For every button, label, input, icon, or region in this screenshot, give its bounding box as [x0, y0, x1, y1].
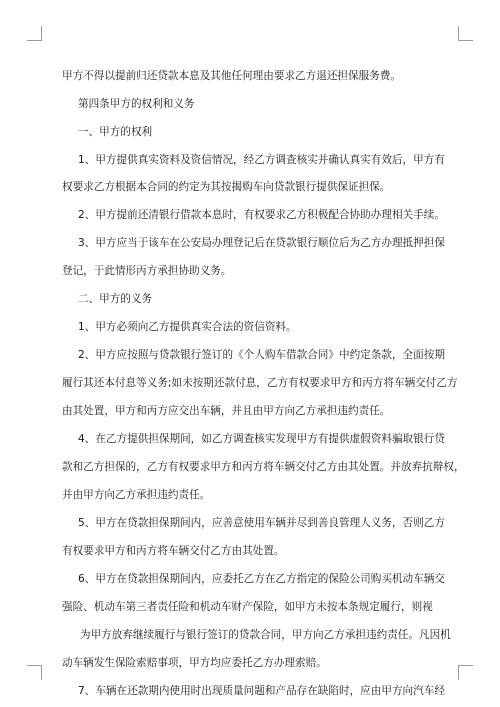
text-line: 1、甲方必须向乙方提供真实合法的资信资料。	[78, 321, 297, 333]
text-line: 1、甲方提供真实资料及资信情况，经乙方调查核实并确认真实有效后，甲方有	[78, 154, 445, 166]
text-line: 3、甲方应当于该车在公安局办理登记后在贷款银行顺位后为乙方办理抵押担保	[78, 237, 445, 249]
text-line: 履行其还本付息等义务;如未按期还款付息，乙方有权要求甲方和丙方将车辆交付乙方	[62, 377, 458, 389]
text-line: 并由甲方向乙方承担违约责任。	[62, 489, 211, 501]
text-line: 登记，于此情形丙方承担协助义务。	[62, 265, 232, 277]
crop-mark-top-right	[458, 26, 473, 41]
text-line: 6、甲方在贷款担保期间内，应委托乙方在乙方指定的保险公司购买机动车辆交	[78, 573, 445, 585]
text-line: 款和乙方担保的，乙方有权要求甲方和丙方将车辆交付乙方由其处置。并放弃抗辩权，	[62, 461, 465, 473]
text-line: 2、甲方提前还清银行借款本息时，有权要求乙方积极配合协助办理相关手续。	[78, 209, 445, 221]
text-line: 甲方不得以提前归还贷款本息及其他任何理由要求乙方退还担保服务费。	[62, 70, 401, 82]
text-line: 有权要求甲方和丙方将车辆交付乙方由其处置。	[62, 545, 285, 557]
text-line: 强险、机动车第三者责任险和机动车财产保险，如甲方未按本条规定履行，则视	[62, 601, 433, 613]
text-line: 为甲方放弃继续履行与银行签订的贷款合同，甲方向乙方承担违约责任。凡因机	[80, 629, 451, 641]
text-line: 5、甲方在贷款担保期间内，应善意使用车辆并尽到善良管理人义务，否则乙方	[78, 517, 445, 529]
crop-mark-top-left	[27, 26, 42, 41]
text-line: 动车辆发生保险索赔事项，甲方均应委托乙方办理索赔。	[62, 657, 327, 669]
text-line: 由其处置，甲方和丙方应交出车辆，并且由甲方向乙方承担违约责任。	[62, 405, 391, 417]
text-line: 2、甲方应按照与贷款银行签订的《个人购车借款合同》中约定条款，全面按期	[78, 349, 445, 361]
crop-mark-bottom-left	[27, 665, 42, 680]
text-line: 4、在乙方提供担保期间，如乙方调查核实发现甲方有提供虚假资料骗取银行贷	[78, 433, 445, 445]
subsection-heading: 一、甲方的权利	[78, 126, 153, 138]
text-line: 权要求乙方根据本合同的约定为其按揭购车向贷款银行提供保证担保。	[62, 181, 391, 193]
text-line: 7、车辆在还款期内使用时出现质量问题和产品存在缺陷时，应由甲方向汽车经	[78, 685, 445, 697]
section-heading: 第四条甲方的权利和义务	[78, 98, 195, 110]
subsection-heading: 二、甲方的义务	[78, 293, 153, 305]
crop-mark-bottom-right	[458, 665, 473, 680]
